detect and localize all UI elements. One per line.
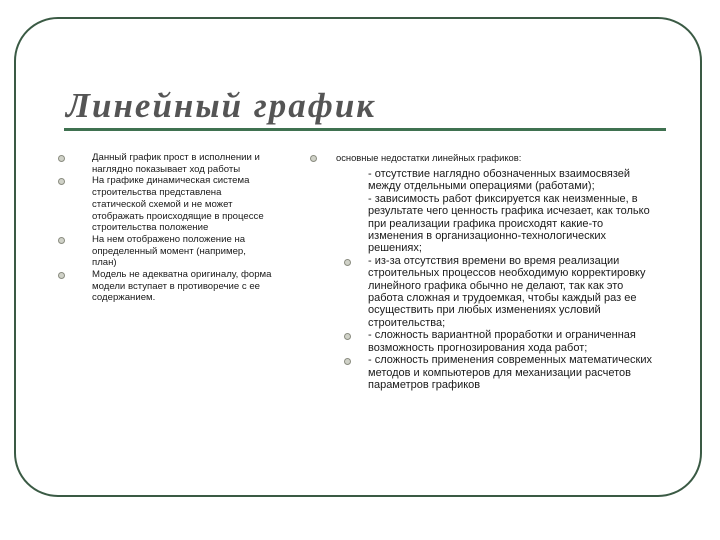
right-intro-item (310, 152, 662, 164)
title-underline (64, 128, 666, 131)
right-item-text: - зависимость работ фиксируется как неизменные, в результате чего ценность графика исчезает, как только при реализации графика происходят какие-то изменения в организационно-технологических решениях; (368, 192, 650, 255)
right-intro-text: основные недостатки линейных графиков: (336, 152, 522, 163)
right-item-text: - отсутствие наглядно обозначенных взаимосвязей между отдельными операциями (работами); (368, 168, 631, 193)
bullet-dot-icon (58, 237, 65, 244)
right-bullet-list (368, 168, 660, 391)
right-item-text: - сложность вариантной проработки и ограниченная возможность прогнозирования хода работ; (368, 329, 636, 354)
left-list-item (58, 152, 272, 175)
right-item-text: - сложность применения современных математических методов и компьютеров для механизации расчетов параметров графиков (368, 354, 652, 391)
bullet-dot-icon (58, 178, 65, 185)
bullet-dot-icon (310, 155, 317, 162)
right-list-item (368, 354, 660, 391)
left-column (58, 152, 272, 304)
right-list-item (368, 255, 660, 329)
left-item-text: Модель не адекватна оригиналу, форма модели вступает в противоречие с ее содержанием. (92, 269, 272, 304)
right-list-item (368, 168, 660, 193)
right-item-text: - из-за отсутствия времени во время реализации строительных процессов необходимую корректировку линейного графика обычно не делают, так как это работа сложная и трудоемкая, чтобы каждый раз ее осуществить при любых изменениях условий строительства; (368, 254, 646, 329)
left-item-text: На нем отображено положение на определенный момент (например, план) (92, 233, 246, 269)
bullet-dot-icon (58, 155, 65, 162)
right-list-item (368, 193, 660, 255)
slide-title: Линейный график (66, 86, 377, 125)
bullet-dot-icon (58, 272, 65, 279)
bullet-dot-icon (344, 259, 351, 266)
left-list-item (58, 175, 272, 234)
right-list-item (368, 329, 660, 354)
left-item-text: На графике динамическая система строительства представлена статической схемой и не может отображать происходящие в процессе строительства положение (92, 175, 264, 234)
left-list-item (58, 269, 272, 304)
left-list-item (58, 234, 272, 269)
left-item-text: Данный график прост в исполнении и наглядно показывает ход работы (92, 152, 260, 175)
right-column (310, 152, 662, 391)
left-bullet-list (58, 152, 272, 304)
